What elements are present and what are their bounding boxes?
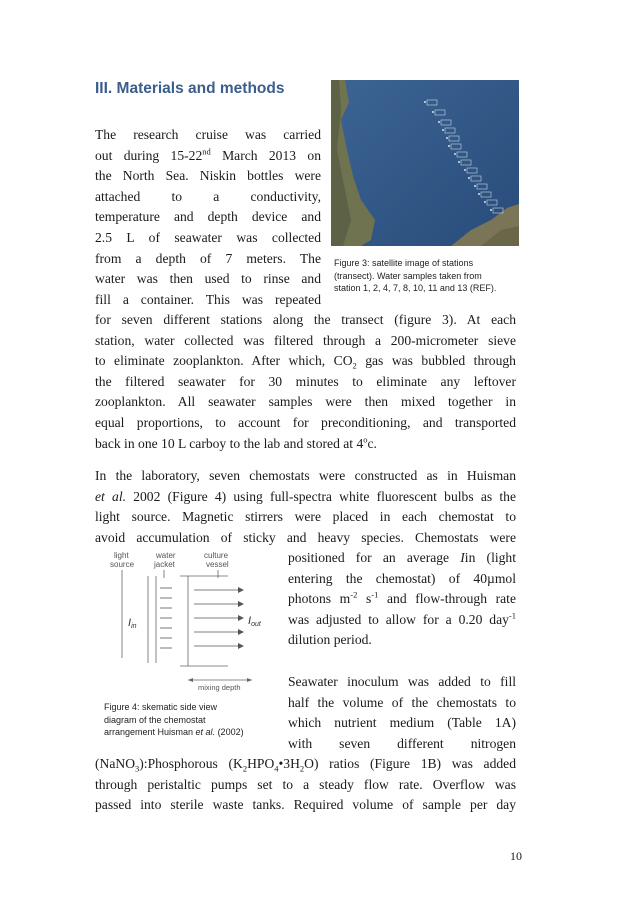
text-line: The research cruise was carried <box>95 127 321 142</box>
figure-4-caption: Figure 4: skematic side view diagram of the chemostat arrangement Huisman et al. (2002) <box>104 702 244 737</box>
label-mixing-depth: mixing depth <box>198 683 241 692</box>
page-number: 10 <box>510 849 522 863</box>
label-source: source <box>110 560 135 569</box>
label-culture: culture <box>204 551 229 560</box>
text-line: out during 15-22nd March 2013 on <box>95 146 321 163</box>
text-line: for seven different stations along the transect (figure 3). At each <box>95 312 516 327</box>
text-line: to eliminate zooplankton. After which, $CO_2$ gas was bubbled through <box>95 353 516 371</box>
figure-4-chemostat-schematic <box>100 548 278 696</box>
paragraph-inoculum-continued: (NaNO$_3$):Phosphorous $(K_2HPO_4•3H_2O)$ ratios (Figure 1B) was added through peristaltic pumps set to a steady flow rate. Overflow was passed into sterile waste tanks. Required volume of sample per day <box>95 756 517 813</box>
section-heading: III. Materials and methods <box>95 80 285 97</box>
label-vessel: vessel <box>206 560 229 569</box>
label-i-out: Iout <box>248 615 261 628</box>
text-line: temperature and depth device and <box>95 209 321 225</box>
text-line: station, water collected was filtered through a 200-micrometer sieve <box>95 332 516 348</box>
text-line: attached to a conductivity, <box>95 188 321 204</box>
paragraph-cruise <box>95 125 321 310</box>
text-line: back in one 10 L carboy to the lab and stored at 4$^o$c. <box>95 434 377 451</box>
paragraph-inoculum: Seawater inoculum was added to fill half the volume of the chemostats to which nutrient medium (Table 1A) with seven different nitrogen <box>288 674 516 751</box>
figure-3-satellite-image <box>331 80 519 246</box>
text-line: the North Sea. Niskin bottles were <box>95 168 321 184</box>
label-jacket: jacket <box>154 560 175 569</box>
figure-3-caption: Figure 3: satellite image of stations (transect). Water samples taken from station 1, 2, 4, 7, 8, 10, 11 and 13 (REF). <box>334 258 497 293</box>
text-line: 2.5 L of seawater was collected <box>95 229 321 245</box>
text-line: water was then used to rinse and <box>95 271 321 287</box>
label-light: light <box>114 551 129 560</box>
paragraph-laboratory-right: positioned for an average Iin (light entering the chemostat) of 40µmol photons $m^{-2}$ $s^{-1}$ and flow-through rate was adjusted to allow for a 0.20 day$^{-1}$ dilution period. <box>288 550 516 648</box>
text-line: equal proportions, to account for preconditioning, and transported <box>95 414 516 430</box>
text-line: zooplankton. All seawater samples were then mixed together in <box>95 394 516 410</box>
label-i-in: Iin <box>128 617 137 630</box>
paragraph-cruise-continued <box>95 310 516 454</box>
label-water: water <box>156 551 176 560</box>
text-line: from a depth of 7 meters. The <box>95 250 321 266</box>
text-line: the filtered seawater for 30 minutes to eliminate any leftover <box>95 373 516 389</box>
paragraph-laboratory: In the laboratory, seven chemostats were constructed as in Huisman et al. 2002 (Figure 4) using full-spectra white fluorescent bulbs as the light source. Magnetic stirrers were placed in each chemostat to avoid accumulation of sticky and heavy species. Chemostats were <box>95 468 516 545</box>
text-line: fill a container. This was repeated <box>95 291 321 307</box>
